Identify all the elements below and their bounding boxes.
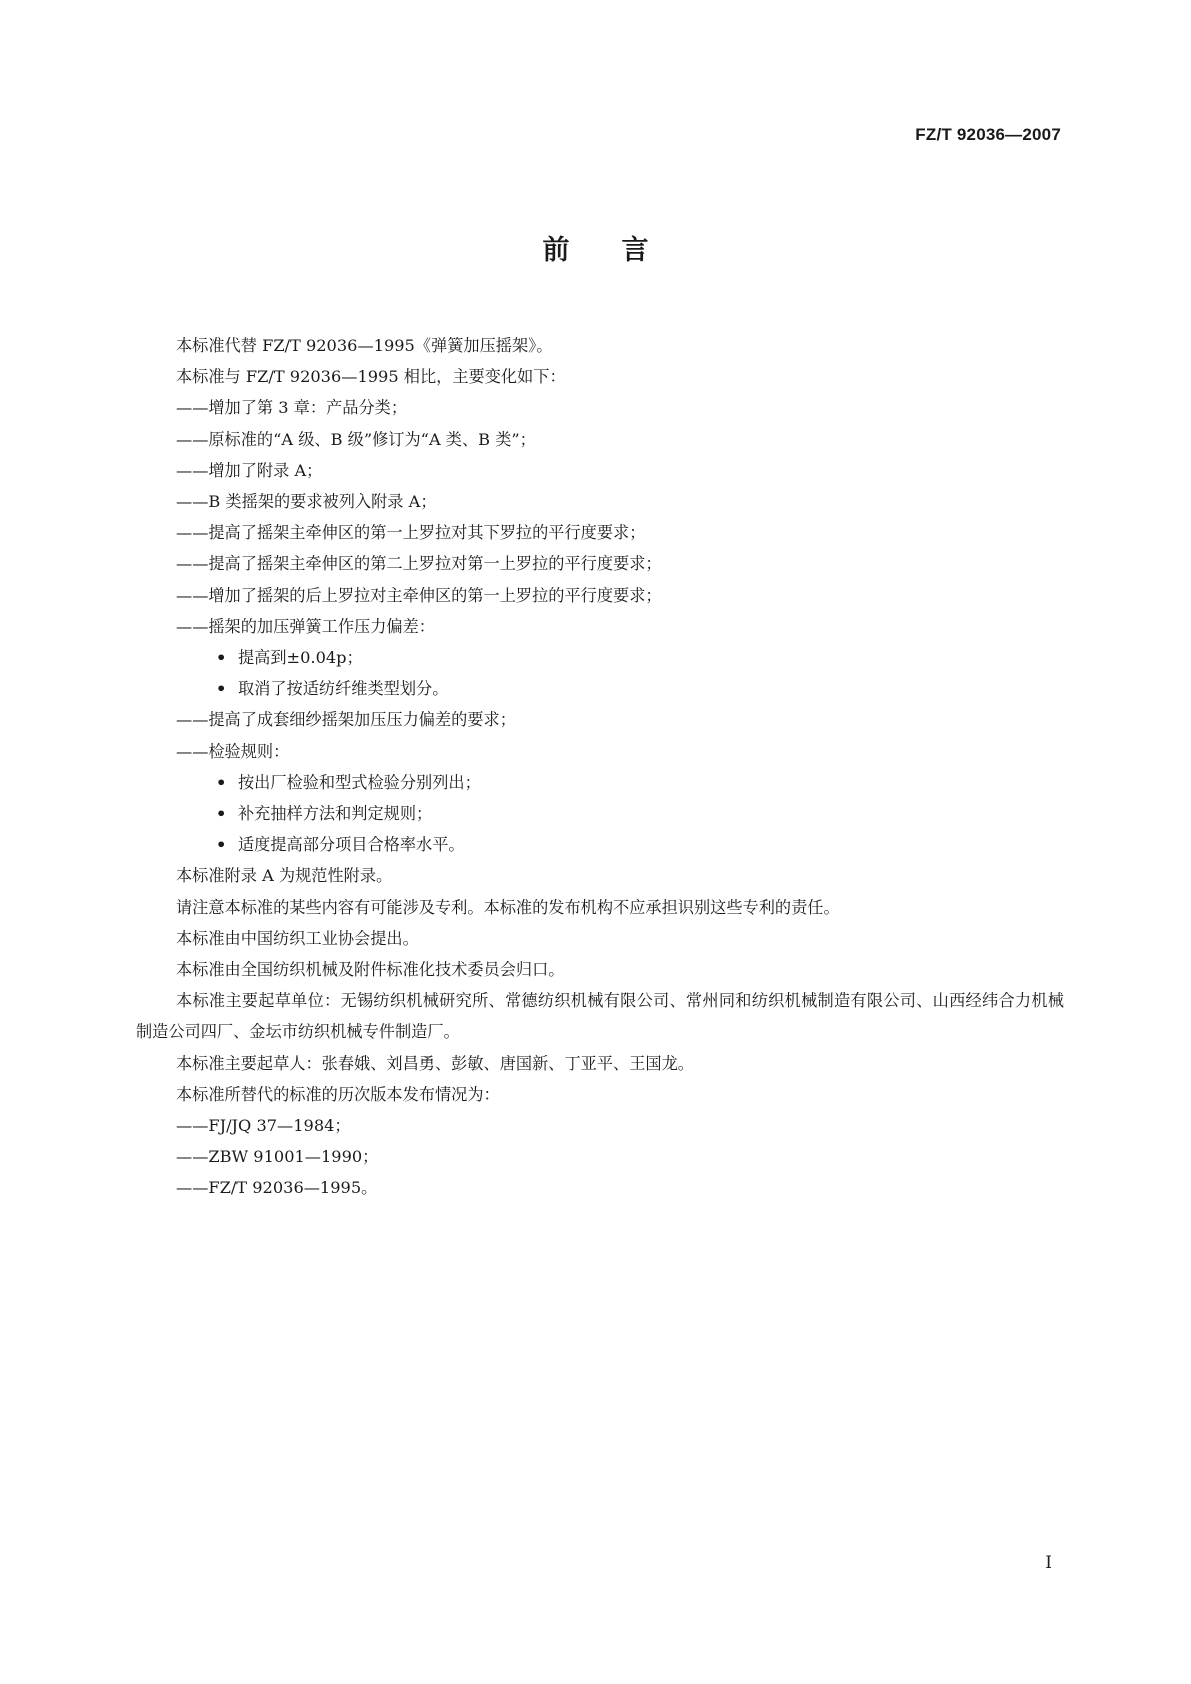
paragraph: 本标准附录 A 为规范性附录。 (176, 866, 393, 886)
dash-list-item: ——提高了摇架主牵伸区的第二上罗拉对第一上罗拉的平行度要求； (176, 554, 662, 574)
bullet-icon: • (216, 772, 227, 792)
bullet-item (136, 673, 1064, 704)
dash-list-item: ——提高了成套细纱摇架加压压力偏差的要求； (176, 710, 516, 730)
bullet-icon: • (216, 648, 227, 668)
bullet-item (136, 829, 1064, 860)
paragraph: 本标准所替代的标准的历次版本发布情况为： (176, 1084, 500, 1104)
page-title: 前言 (542, 235, 701, 266)
dash-list-item: ——增加了附录 A； (176, 460, 323, 480)
bullet-icon: • (216, 804, 227, 824)
paragraph: 本标准由中国纺织工业协会提出。 (176, 928, 419, 948)
dash-list-item: ——增加了第 3 章：产品分类； (176, 398, 408, 418)
bullet-icon: • (216, 835, 227, 855)
bullet-item (136, 798, 1064, 829)
paragraph: 本标准主要起草单位：无锡纺织机械研究所、常德纺织机械有限公司、常州同和纺织机械制造有限公司、山西经纬合力机械制造公司四厂、金坛市纺织机械专件制造厂。 (136, 991, 1064, 1042)
bullet-text: 补充抽样方法和判定规则； (238, 804, 433, 824)
dash-list-item: ——检验规则： (176, 741, 290, 761)
bullet-text: 按出厂检验和型式检验分别列出； (238, 772, 481, 792)
bullet-text: 提高到±0.04p； (238, 648, 363, 668)
dash-list-item: ——增加了摇架的后上罗拉对主牵伸区的第一上罗拉的平行度要求； (176, 585, 662, 605)
bullet-item (136, 767, 1064, 798)
foreword-body (136, 330, 1064, 1204)
bullet-text: 取消了按适纺纤维类型划分。 (238, 679, 449, 699)
paragraph: 本标准代替 FZ/T 92036—1995《弹簧加压摇架》。 (176, 336, 553, 355)
dash-list-item: ——原标准的“A 级、B 级”修订为“A 类、B 类”； (176, 429, 536, 449)
dash-list-item: ——ZBW 91001—1990； (176, 1147, 379, 1167)
paragraph: 请注意本标准的某些内容有可能涉及专利。本标准的发布机构不应承担识别这些专利的责任。 (176, 897, 840, 917)
dash-list-item: ——FJ/JQ 37—1984； (176, 1116, 351, 1136)
dash-list-item: ——B 类摇架的要求被列入附录 A； (176, 492, 437, 512)
document-code: FZ/T 92036—2007 (915, 125, 1061, 144)
page-number: I (1045, 1553, 1052, 1573)
dash-list-item: ——摇架的加压弹簧工作压力偏差： (176, 616, 435, 636)
bullet-text: 适度提高部分项目合格率水平。 (238, 835, 465, 855)
bullet-item (136, 642, 1064, 673)
paragraph: 本标准主要起草人：张春娥、刘昌勇、彭敏、唐国新、丁亚平、王国龙。 (176, 1053, 694, 1073)
bullet-icon: • (216, 679, 227, 699)
dash-list-item: ——FZ/T 92036—1995。 (176, 1178, 378, 1198)
paragraph: 本标准由全国纺织机械及附件标准化技术委员会归口。 (176, 960, 565, 980)
dash-list-item: ——提高了摇架主牵伸区的第一上罗拉对其下罗拉的平行度要求； (176, 523, 646, 543)
paragraph: 本标准与 FZ/T 92036—1995 相比，主要变化如下： (176, 367, 566, 387)
